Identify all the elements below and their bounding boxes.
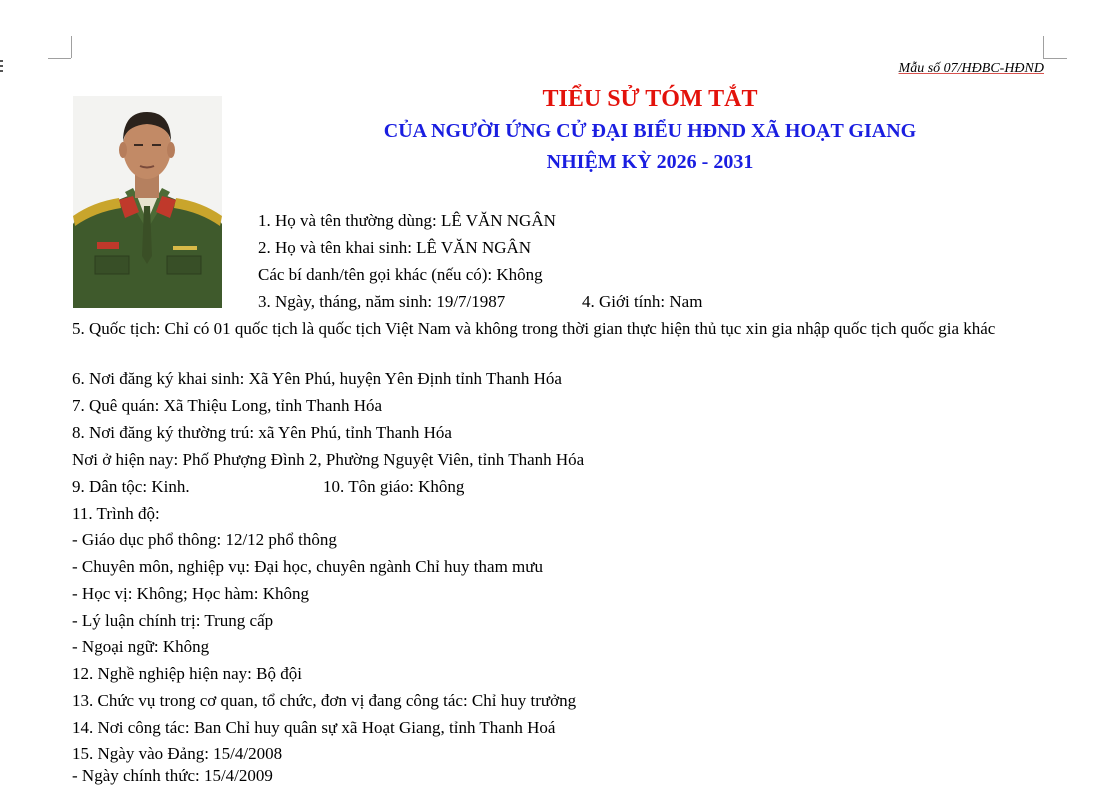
alias-line: Các bí danh/tên gọi khác (nếu có): Không xyxy=(258,265,543,284)
gender-line: 4. Giới tính: Nam xyxy=(582,292,703,311)
general-education-line: - Giáo dục phổ thông: 12/12 phổ thông xyxy=(72,530,337,549)
document-title: TIỂU SỬ TÓM TẮT xyxy=(542,86,758,112)
birth-name-line: 2. Họ và tên khai sinh: LÊ VĂN NGÂN xyxy=(258,238,532,257)
permanent-residence-line: 8. Nơi đăng ký thường trú: xã Yên Phú, tỉnh Thanh Hóa xyxy=(72,423,452,442)
nationality-line: 5. Quốc tịch: Chỉ có 01 quốc tịch là quốc tịch Việt Nam và không trong thời gian thực hiện thủ tục xin gia nhập quốc tịch quốc gia khác xyxy=(72,319,996,338)
term-subtitle: NHIỆM KỲ 2026 - 2031 xyxy=(546,151,754,173)
page-corner-mark xyxy=(71,36,72,58)
religion-line: 10. Tôn giáo: Không xyxy=(323,477,465,496)
candidate-photo xyxy=(73,96,222,308)
occupation-line: 12. Nghề nghiệp hiện nay: Bộ đội xyxy=(72,664,302,683)
position-line: 13. Chức vụ trong cơ quan, tổ chức, đơn vị đang công tác: Chỉ huy trưởng xyxy=(72,691,577,710)
workplace-line: 14. Nơi công tác: Ban Chỉ huy quân sự xã Hoạt Giang, tỉnh Thanh Hoá xyxy=(72,718,556,737)
page-corner-mark xyxy=(1043,58,1067,59)
birth-registration-line: 6. Nơi đăng ký khai sinh: Xã Yên Phú, huyện Yên Định tỉnh Thanh Hóa xyxy=(72,369,562,388)
education-heading: 11. Trình độ: xyxy=(72,504,160,523)
party-official-date-line: - Ngày chính thức: 15/4/2009 xyxy=(72,766,273,785)
document-subtitle: CỦA NGƯỜI ỨNG CỬ ĐẠI BIỂU HĐND XÃ HOẠT GIANG xyxy=(383,120,917,142)
foreign-language-line: - Ngoại ngữ: Không xyxy=(72,637,210,656)
form-code: Mẫu số 07/HĐBC-HĐND xyxy=(898,61,1044,76)
current-residence-line: Nơi ở hiện nay: Phố Phượng Đình 2, Phường Nguyệt Viên, tỉnh Thanh Hóa xyxy=(72,450,585,469)
birth-date-line: 3. Ngày, tháng, năm sinh: 19/7/1987 xyxy=(258,292,506,311)
ethnicity-line: 9. Dân tộc: Kinh. xyxy=(72,477,190,496)
academic-degree-line: - Học vị: Không; Học hàm: Không xyxy=(72,584,310,603)
common-name-line: 1. Họ và tên thường dùng: LÊ VĂN NGÂN xyxy=(258,211,556,230)
professional-line: - Chuyên môn, nghiệp vụ: Đại học, chuyên ngành Chỉ huy tham mưu xyxy=(72,557,543,576)
hometown-line: 7. Quê quán: Xã Thiệu Long, tỉnh Thanh Hóa xyxy=(72,396,383,415)
political-theory-line: - Lý luận chính trị: Trung cấp xyxy=(72,611,274,630)
party-join-date-line: 15. Ngày vào Đảng: 15/4/2008 xyxy=(72,744,283,763)
ruler-handle[interactable] xyxy=(0,60,3,74)
page-corner-mark xyxy=(1043,36,1044,58)
page-corner-mark xyxy=(48,58,71,59)
